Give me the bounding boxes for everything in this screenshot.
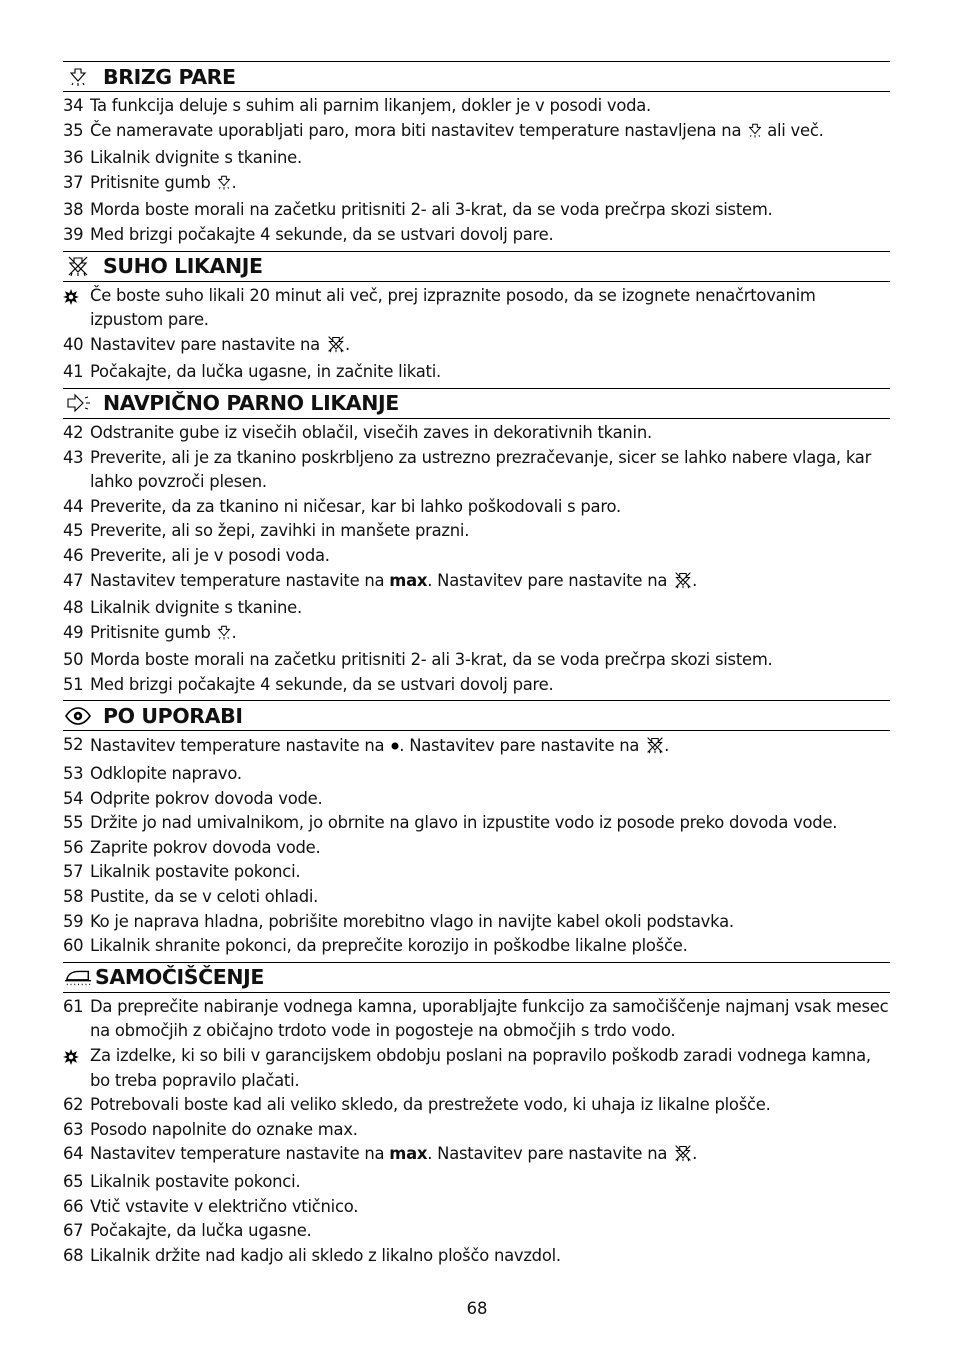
- list-item: 59 Ko je naprava hladna, pobrišite morebitno vlago in navijte kabel okoli podstavka.: [63, 911, 734, 931]
- section-title: SAMOČIŠČENJE: [95, 965, 264, 990]
- list-item: 67 Počakajte, da lučka ugasne.: [63, 1221, 312, 1241]
- section-heading: [63, 962, 890, 993]
- list-item: 57 Likalnik postavite pokonci.: [63, 862, 301, 882]
- steam-shot-icon: [64, 66, 92, 88]
- list-item: 63 Posodo napolnite do oznake max.: [63, 1119, 358, 1139]
- list-item: 55 Držite jo nad umivalnikom, jo obrnite na glavo in izpustite vodo iz posode preko dovoda vode.: [63, 813, 838, 833]
- no-steam-icon: [674, 571, 692, 597]
- list-item: 54 Odprite pokrov dovoda vode.: [63, 788, 323, 808]
- list-item: 43 Preverite, ali je za tkanino poskrbljeno za ustrezno prezračevanje, sicer se lahko nabere vlaga, kar lahko povzroči plesen.: [63, 447, 872, 492]
- no-steam-icon: [327, 335, 345, 361]
- section-heading: [63, 700, 890, 731]
- list-item: 48 Likalnik dvignite s tkanine.: [63, 598, 302, 618]
- list-item: 46 Preverite, ali je v posodi voda.: [63, 545, 330, 565]
- list-item: 41 Počakajte, da lučka ugasne, in začnite likati.: [63, 362, 441, 382]
- list-item: 45 Preverite, ali so žepi, zavihki in manšete prazni.: [63, 521, 470, 541]
- steam-shot-icon: [217, 174, 231, 199]
- list-item: 42 Odstranite gube iz visečih oblačil, visečih zaves in dekorativnih tkanin.: [63, 422, 652, 442]
- steam-shot-icon: [748, 122, 762, 147]
- list-item: 34 Ta funkcija deluje s suhim ali parnim likanjem, dokler je v posodi voda.: [63, 96, 652, 115]
- list-item: 49 Pritisnite gumb .: [63, 621, 890, 649]
- list-item: 38 Morda boste morali na začetku pritisniti 2- ali 3-krat, da se voda prečrpa skozi sistem.: [63, 200, 773, 220]
- list-item: 36 Likalnik dvignite s tkanine.: [63, 148, 302, 168]
- section-heading: [63, 388, 890, 419]
- section-title: SUHO LIKANJE: [103, 254, 263, 279]
- list-item: 50 Morda boste morali na začetku pritisniti 2- ali 3-krat, da se voda prečrpa skozi sistem.: [63, 650, 773, 670]
- section-title: BRIZG PARE: [103, 64, 236, 89]
- section-heading: [63, 251, 890, 282]
- list-item: 66 Vtič vstavite v električno vtičnico.: [63, 1196, 359, 1216]
- list-item: 47 Nastavitev temperature nastavite na max. Nastavitev pare nastavite na .: [63, 569, 890, 597]
- list-item: 44 Preverite, da za tkanino ni ničesar, kar bi lahko poškodovali s paro.: [63, 496, 621, 516]
- no-steam-icon: [646, 736, 664, 762]
- list-item: 51 Med brizgi počakajte 4 sekunde, da se ustvari dovolj pare.: [63, 674, 554, 694]
- section-dry-ironing: [63, 251, 890, 388]
- section-vertical-steam: [63, 388, 890, 701]
- vertical-steam-icon: [64, 392, 92, 414]
- section-self-clean: [63, 962, 890, 1272]
- list-item: 39 Med brizgi počakajte 4 sekunde, da se ustvari dovolj pare.: [63, 224, 554, 244]
- list-item: 40 Nastavitev pare nastavite na .: [63, 333, 890, 361]
- steam-shot-icon: [217, 624, 231, 649]
- list-item: 64 Nastavitev temperature nastavite na max. Nastavitev pare nastavite na .: [63, 1142, 890, 1170]
- document-page: [63, 61, 890, 1271]
- section-title: NAVPIČNO PARNO LIKANJE: [103, 391, 399, 416]
- list-item: 58 Pustite, da se v celoti ohladi.: [63, 887, 319, 907]
- section-after-use: [63, 700, 890, 961]
- list-item: 60 Likalnik shranite pokonci, da preprečite korozijo in poškodbe likalne plošče.: [63, 936, 688, 956]
- list-item: 65 Likalnik postavite pokonci.: [63, 1171, 301, 1191]
- list-item: Za izdelke, ki so bili v garancijskem obdobju poslani na popravilo poškodb zaradi vodnega kamna, bo treba popravilo plačati.: [63, 1044, 890, 1093]
- warning-star-icon: [63, 288, 79, 313]
- list-item: 52 Nastavitev temperature nastavite na . Nastavitev pare nastavite na .: [63, 733, 890, 762]
- no-steam-icon: [64, 255, 92, 277]
- section-title: PO UPORABI: [103, 703, 243, 728]
- list-item: 37 Pritisnite gumb .: [63, 171, 890, 199]
- list-item: 56 Zaprite pokrov dovoda vode.: [63, 837, 321, 857]
- section-steam-shot: [63, 61, 890, 251]
- list-item: 35 Če nameravate uporabljati paro, mora biti nastavitev temperature nastavljena na ali več.: [63, 119, 890, 147]
- section-heading: [63, 61, 890, 92]
- warning-star-icon: [63, 1048, 79, 1073]
- eye-icon: [64, 705, 92, 727]
- list-item: 62 Potrebovali boste kad ali veliko skledo, da prestrežete vodo, ki uhaja iz likalne plošče.: [63, 1095, 771, 1115]
- list-item: 61 Da preprečite nabiranje vodnega kamna, uporabljajte funkcijo za samočiščenje najmanj vsak mesec na območjih z običajno trdoto vode in pogosteje na območjih s trdo vodo.: [63, 996, 889, 1041]
- list-item: 68 Likalnik držite nad kadjo ali skledo z likalno ploščo navzdol.: [63, 1245, 561, 1265]
- page-number: 68: [466, 1299, 488, 1318]
- no-steam-icon: [674, 1144, 692, 1170]
- self-clean-icon: [64, 966, 92, 988]
- list-item: Če boste suho likali 20 minut ali več, prej izpraznite posodo, da se izognete nenačrtovanim izpustom pare.: [63, 284, 890, 333]
- list-item: 53 Odklopite napravo.: [63, 764, 242, 784]
